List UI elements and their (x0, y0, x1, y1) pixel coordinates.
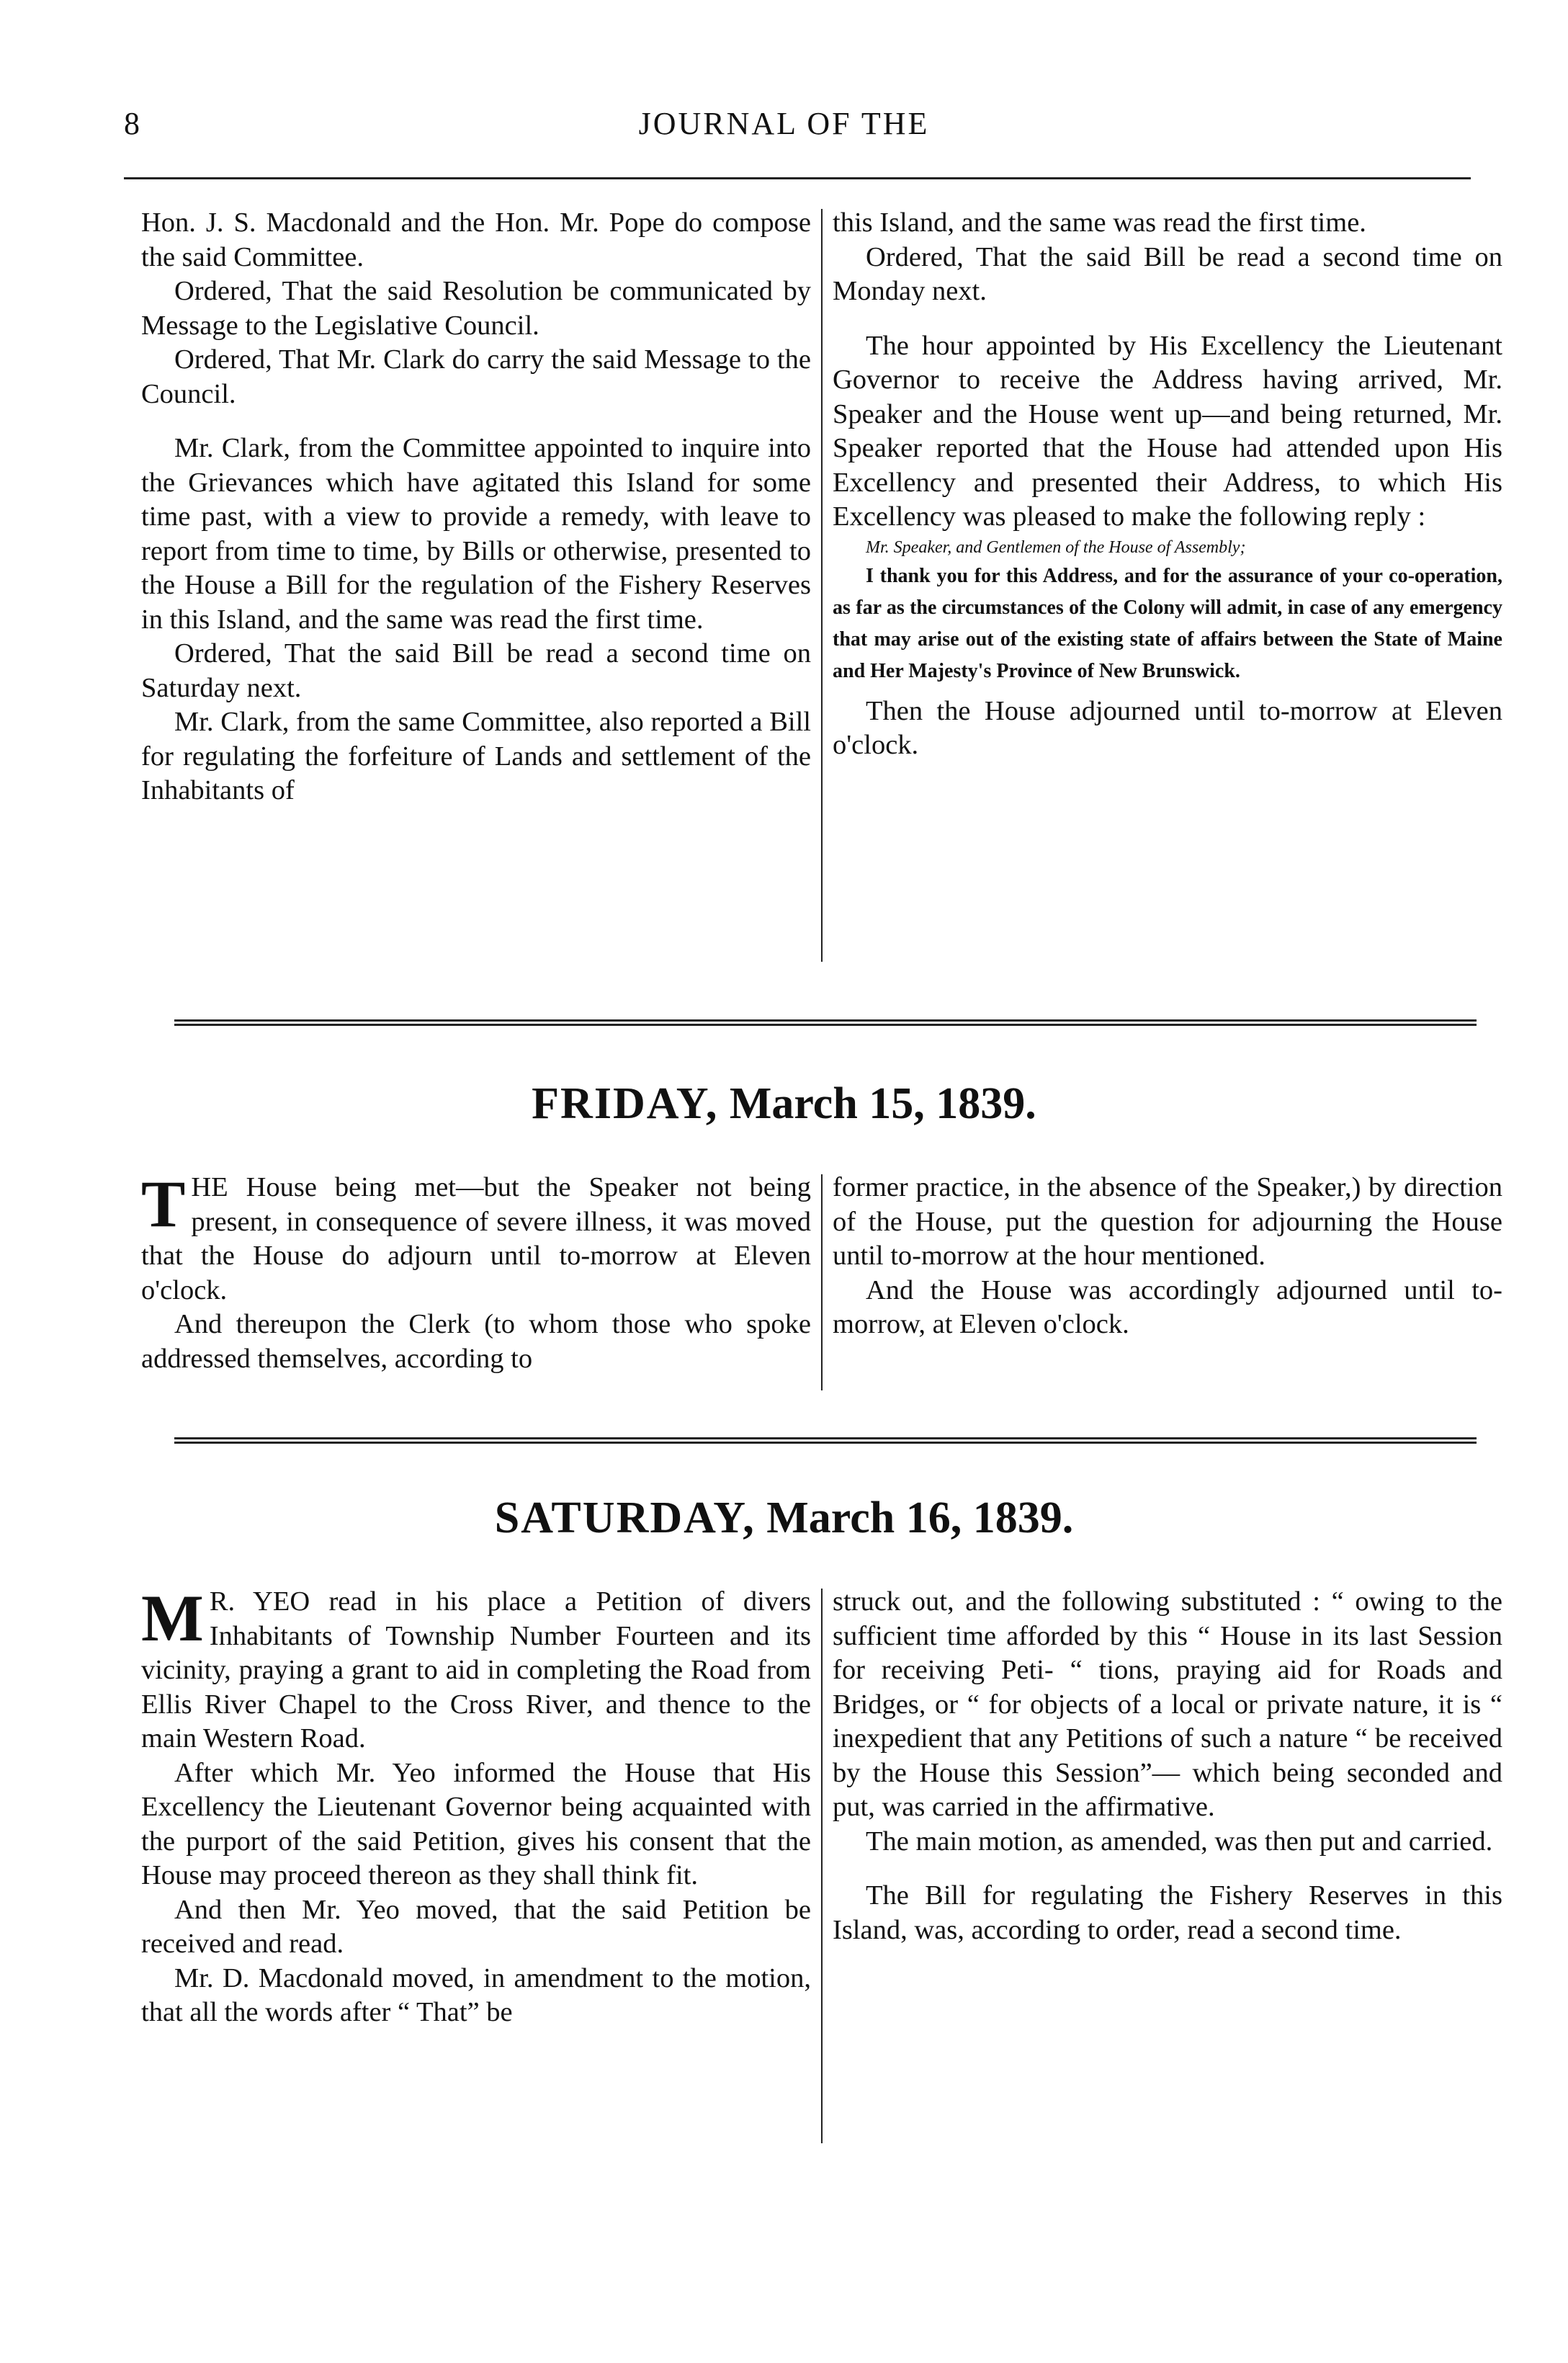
page-number: 8 (124, 106, 140, 141)
paragraph: Mr. Clark, from the same Committee, also reported a Bill for regulating the forfeiture of Lands and settlement of the Inhabitants of (141, 707, 811, 805)
running-head: JOURNAL OF THE (638, 106, 930, 141)
friday-heading (0, 1077, 1568, 1130)
paragraph: The main motion, as amended, was then put and carried. (866, 1826, 1493, 1857)
paragraph: Ordered, That the said Resolution be communicated by Message to the Legislative Council. (141, 276, 811, 341)
paragraph: Mr. Clark, from the Committee appointed to inquire into the Grievances which have agitated this Island for some time past, with a view to provide a remedy, with leave to report from time to time, by Bills or otherwise, presented to the House a Bill for the regulation of the Fishery Reserves in this Island, and the same was read the first time. (141, 433, 811, 635)
drop-cap: M (141, 1581, 204, 1655)
day-name: SATURDAY, (494, 1493, 756, 1542)
paragraph: struck out, and the following substituted : “ owing to the sufficient time afforded by this “ House in its last Session for receiving Peti- “ tions, praying aid for Roads and Bridges, or “ for objects of a local or private nature, it is “ inexpedient that any Petitions of such a nature “ be received by the House this Session”— which being seconded and put, was carried in the affirmative. (833, 1586, 1502, 1822)
paragraph (141, 1167, 811, 1308)
paragraph: And then Mr. Yeo moved, that the said Petition be received and read. (141, 1894, 811, 1959)
column-divider (821, 1174, 823, 1390)
paragraph: this Island, and the same was read the first time. (833, 207, 1366, 238)
section1-right-column (833, 206, 1502, 763)
drop-cap: T (141, 1167, 186, 1241)
day-name: FRIDAY, (532, 1079, 719, 1128)
paragraph: Mr. D. Macdonald moved, in amendment to the motion, that all the words after “ That” be (141, 1962, 811, 2027)
day-date: March 16, 1839. (766, 1493, 1074, 1542)
paragraph: And the House was accordingly adjourned until to-morrow, at Eleven o'clock. (833, 1274, 1502, 1339)
paragraph: Ordered, That Mr. Clark do carry the said Message to the Council. (141, 344, 811, 409)
section1-left-column (141, 206, 811, 808)
saturday-right-column (833, 1585, 1502, 1947)
saturday-left-column (141, 1581, 811, 2030)
day-date: March 15, 1839. (729, 1079, 1036, 1128)
friday-right-column (833, 1171, 1502, 1342)
column-divider (821, 209, 823, 962)
paragraph: After which Mr. Yeo informed the House that His Excellency the Lieutenant Governor being acquainted with the purport of the said Petition, gives his consent that the House may proceed thereon as they shall think fit. (141, 1757, 811, 1890)
paragraph: The Bill for regulating the Fishery Reserves in this Island, was, according to order, read a second time. (833, 1880, 1502, 1945)
paragraph-text: R. YEO read in his place a Petition of divers Inhabitants of Township Number Fourteen and its vicinity, praying a grant to aid in completing the Road from Ellis River Chapel to the Cross River, and thence to the main Western Road. (141, 1586, 811, 1754)
paragraph (141, 1581, 811, 1756)
friday-left-column (141, 1167, 811, 1376)
paragraph: The hour appointed by His Excellency the Lieutenant Governor to receive the Address having arrived, Mr. Speaker and the House went up—and being returned, Mr. Speaker reported that the House had attended upon His Excellency and presented their Address, to which His Excellency was pleased to make the following reply : (833, 330, 1502, 532)
header-rule (124, 177, 1471, 179)
section-rule (174, 1019, 1477, 1026)
paragraph: Ordered, That the said Bill be read a second time on Monday next. (833, 241, 1502, 306)
paragraph: Ordered, That the said Bill be read a second time on Saturday next. (141, 638, 811, 703)
paragraph: And thereupon the Clerk (to whom those who spoke addressed themselves, according to (141, 1309, 811, 1374)
paragraph: Then the House adjourned until to-morrow at Eleven o'clock. (833, 695, 1502, 760)
paragraph-text: HE House being met—but the Speaker not being present, in consequence of severe illness, it was moved that the House do adjourn until to-morrow at Eleven o'clock. (141, 1172, 811, 1305)
saturday-heading (0, 1491, 1568, 1545)
reply-salutation: Mr. Speaker, and Gentlemen of the House of Assembly; (866, 537, 1246, 557)
paragraph: Hon. J. S. Macdonald and the Hon. Mr. Pope do compose the said Committee. (141, 207, 811, 272)
section-rule (174, 1437, 1477, 1444)
column-divider (821, 1589, 823, 2143)
paragraph: former practice, in the absence of the Speaker,) by direction of the House, put the question for adjourning the House until to-morrow at the hour mentioned. (833, 1172, 1502, 1271)
reply-text: I thank you for this Address, and for the assurance of your co-operation, as far as the circumstances of the Colony will admit, in case of any emergency that may arise out of the existing state of affairs between the State of Maine and Her Majesty's Province of New Brunswick. (833, 564, 1502, 682)
